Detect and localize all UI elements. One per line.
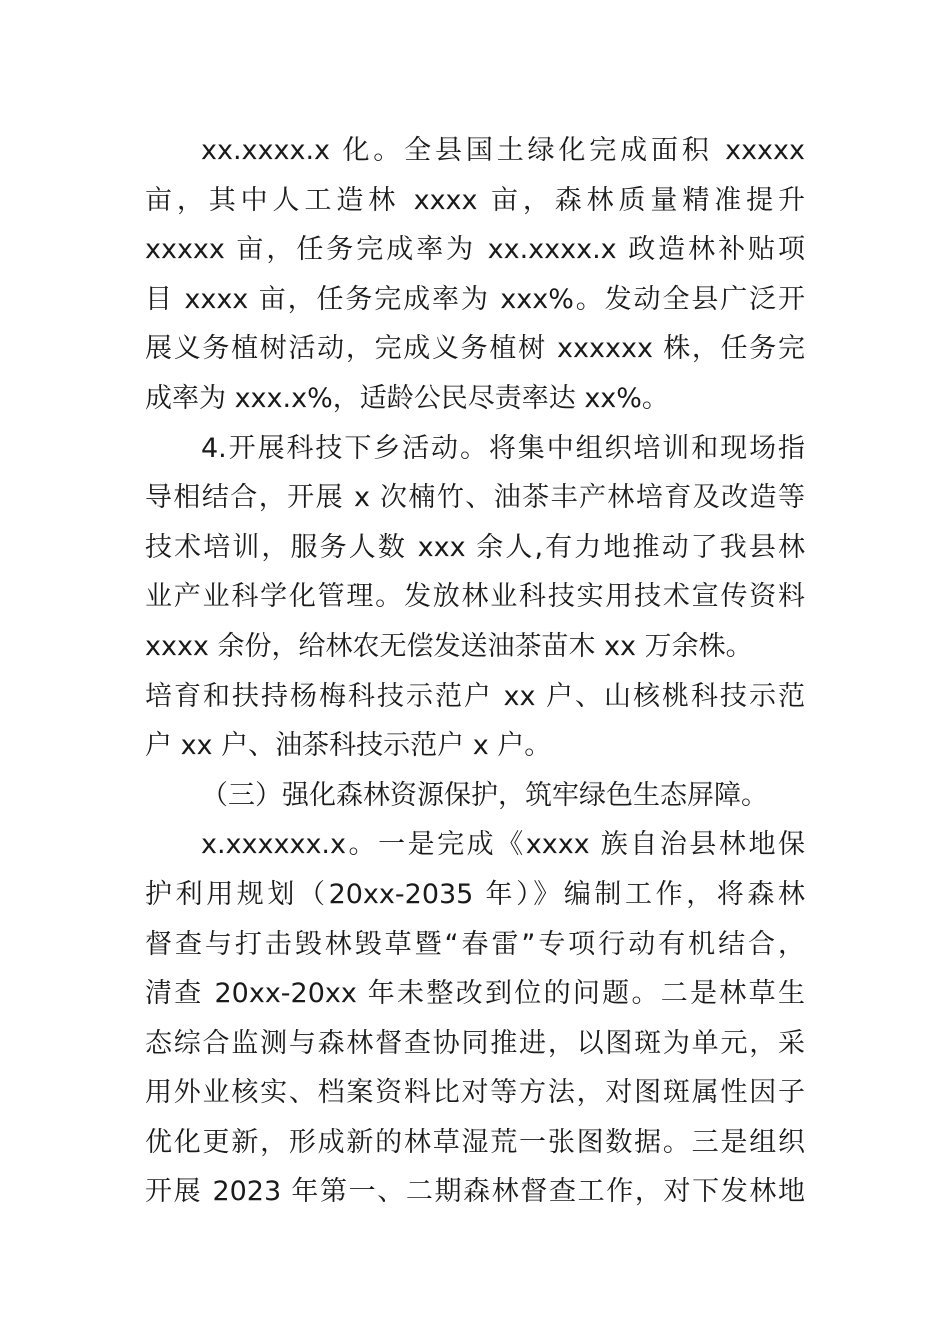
paragraph-line: 优化更新，形成新的林草湿荒一张图数据。三是组织 xyxy=(145,1126,805,1158)
paragraph-line: 目 xxxx 亩，任务完成率为 xxx%。发动全县广泛开 xyxy=(145,283,805,315)
paragraph-line: 亩，其中人工造林 xxxx 亩，森林质量精准提升 xyxy=(145,184,805,216)
paragraph-line: 督查与打击毁林毁草暨“春雷”专项行动有机结合， xyxy=(145,928,805,960)
paragraph-line: xxxx 余份，给林农无偿发送油茶苗木 xx 万余株。 xyxy=(145,630,753,662)
paragraph-line: 4.开展科技下乡活动。将集中组织培训和现场指 xyxy=(201,432,805,464)
paragraph-line: xx.xxxx.x 化。全县国土绿化完成面积 xxxxx xyxy=(201,135,805,166)
paragraph-line: 业产业科学化管理。发放林业科技实用技术宣传资料 xyxy=(145,581,805,613)
paragraph-line: 户 xx 户、油茶科技示范户 x 户。 xyxy=(145,730,552,762)
paragraph-line: 开展 2023 年第一、二期森林督查工作，对下发林地 xyxy=(145,1176,805,1208)
paragraph-line: 护利用规划（20xx-2035 年）》编制工作，将森林 xyxy=(145,878,805,910)
paragraph-line: 成率为 xxx.x%，适龄公民尽责率达 xx%。 xyxy=(145,382,669,414)
paragraph-line: 导相结合，开展 x 次楠竹、油茶丰产林培育及改造等 xyxy=(145,482,805,514)
paragraph-line: 用外业核实、档案资料比对等方法，对图斑属性因子 xyxy=(145,1077,805,1109)
paragraph-line: 技术培训，服务人数 xxx 余人,有力地推动了我县林 xyxy=(145,531,805,563)
paragraph-line: x.xxxxxx.x。一是完成《xxxx 族自治县林地保 xyxy=(201,829,805,861)
paragraph-line: 清查 20xx-20xx 年未整改到位的问题。二是林草生 xyxy=(145,978,805,1010)
section-heading: （三）强化森林资源保护，筑牢绿色生态屏障。 xyxy=(201,779,768,811)
paragraph-line: xxxxx 亩，任务完成率为 xx.xxxx.x 政造林补贴项 xyxy=(145,234,805,266)
paragraph-line: 培育和扶持杨梅科技示范户 xx 户、山核桃科技示范 xyxy=(145,680,805,712)
paragraph-line: 态综合监测与森林督查协同推进，以图斑为单元，采 xyxy=(145,1027,805,1059)
document-body xyxy=(145,126,805,1217)
paragraph-line: 展义务植树活动，完成义务植树 xxxxxx 株，任务完 xyxy=(145,333,805,365)
